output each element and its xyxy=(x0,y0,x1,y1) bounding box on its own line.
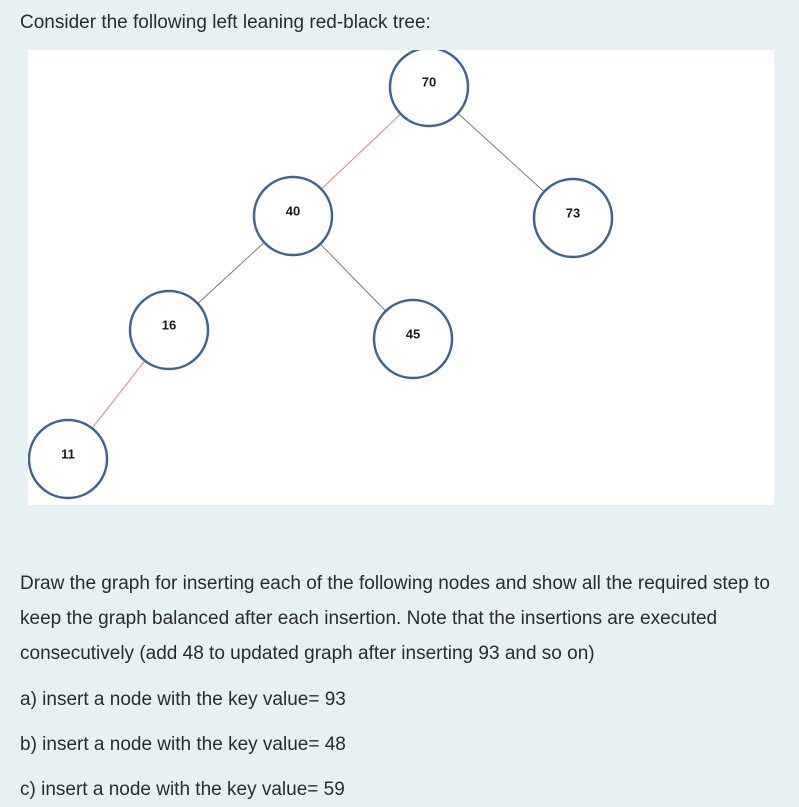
tree-node-11 xyxy=(29,420,107,498)
task-b: b) insert a node with the key value= 48 xyxy=(20,734,346,755)
tree-node-40 xyxy=(254,177,332,255)
tree-svg xyxy=(28,50,774,505)
edge-70-73 xyxy=(458,113,544,192)
task-c: c) insert a node with the key value= 59 xyxy=(20,779,345,800)
intro-text: Consider the following left leaning red-black tree: xyxy=(20,12,431,33)
node-layer xyxy=(29,50,612,498)
edge-40-45 xyxy=(320,244,386,311)
tree-diagram xyxy=(28,50,774,505)
node-label: 45 xyxy=(405,326,421,342)
edge-16-11 xyxy=(92,361,145,429)
instructions-text: Draw the graph for inserting each of the following nodes and show all the required step to keep the graph balanced after each insertion. Note that the insertions are executed consecutively (add 48 to updated graph after inserting 93 and so on) xyxy=(20,573,770,664)
node-label: 73 xyxy=(565,205,581,221)
node-label: 11 xyxy=(61,446,75,462)
edge-layer xyxy=(92,113,544,428)
tree-node-73 xyxy=(534,179,612,257)
edge-70-40 xyxy=(321,114,400,189)
edge-40-16 xyxy=(198,242,265,303)
node-label: 16 xyxy=(161,317,177,333)
tree-node-45 xyxy=(374,300,452,378)
node-label: 40 xyxy=(285,203,301,219)
tree-node-70 xyxy=(390,50,468,126)
task-a: a) insert a node with the key value= 93 xyxy=(20,689,346,710)
tree-node-16 xyxy=(130,291,208,369)
node-label: 70 xyxy=(421,74,437,90)
